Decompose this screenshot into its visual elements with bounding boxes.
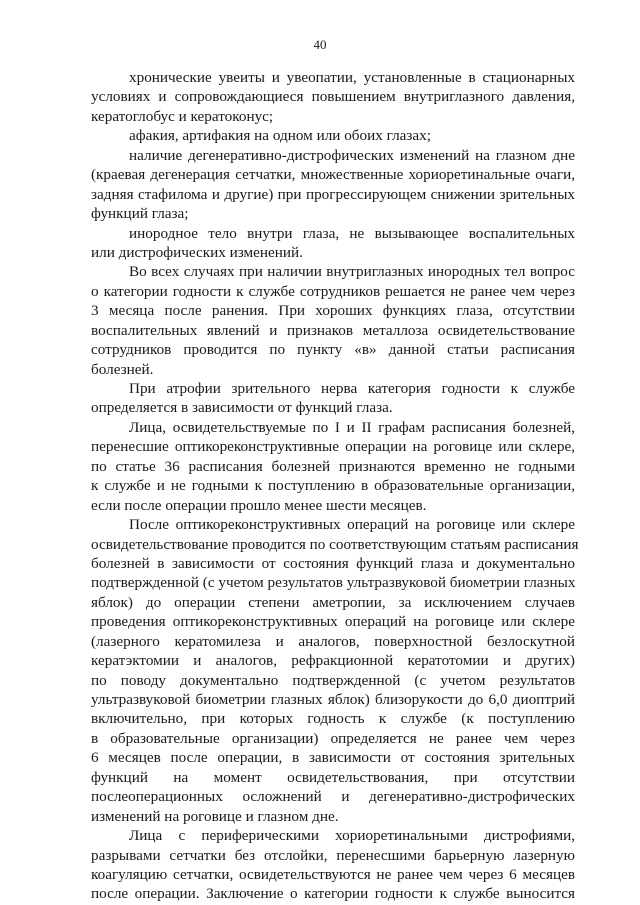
text-line: по статье 36 расписания болезней признаются временно не годными: [91, 457, 575, 475]
text-line: коагуляцию сетчатки, освидетельствуются не ранее чем через 6 месяцев: [91, 865, 575, 883]
text-line: о категории годности к службе сотрудников решается не ранее чем через: [91, 282, 575, 300]
text-line: сотрудников проводится по пункту «в» данной статьи расписания: [91, 341, 575, 359]
text-line: инородное тело внутри глаза, не вызывающее воспалительных: [129, 224, 575, 242]
page-number: 40: [313, 37, 327, 52]
text-line: условиях и сопровождающиеся повышением внутриглазного давления,: [91, 88, 575, 106]
text-line: послеоперационных осложнений и дегенеративно-дистрофических: [91, 788, 575, 806]
text-line: определяется в зависимости от функций глаза.: [91, 399, 393, 417]
text-line: Во всех случаях при наличии внутриглазных инородных тел вопрос: [129, 263, 575, 281]
text-line: после операции. Заключение о категории годности к службе выносится: [91, 885, 575, 903]
text-line: болезней.: [91, 360, 154, 378]
text-line: Лица с периферическими хориоретинальными дистрофиями,: [129, 827, 575, 845]
text-line: если после операции прошло менее шести месяцев.: [91, 496, 427, 514]
text-line: наличие дегенеративно-дистрофических изменений на глазном дне: [129, 146, 575, 164]
text-line: (лазерного кератомилеза и аналогов, поверхностной безлоскутной: [91, 632, 575, 650]
document-body: [91, 68, 579, 904]
text-line: воспалительных явлений и признаков металлоза освидетельствование: [91, 321, 575, 339]
text-line: афакия, артифакия на одном или обоих глазах;: [129, 127, 431, 145]
text-line: изменений на роговице и глазном дне.: [91, 807, 339, 825]
text-line: функций глаза;: [91, 205, 189, 223]
text-line: (краевая дегенерация сетчатки, множественные хориоретинальные очаги,: [91, 166, 575, 184]
text-line: к службе и не годными к поступлению в образовательные организации,: [91, 477, 575, 495]
text-line: После оптикореконструктивных операций на роговице или склере: [129, 516, 575, 534]
text-line: разрывами сетчатки без отслойки, перенесшими барьерную лазерную: [91, 846, 575, 864]
text-line: хронические увеиты и увеопатии, установленные в стационарных: [129, 69, 575, 86]
text-line: по поводу документально подтвержденной (с учетом результатов: [91, 671, 575, 689]
text-line: болезней в зависимости от состояния функций глаза и документально: [91, 554, 575, 572]
text-line: кератоглобус и кератоконус;: [91, 107, 274, 125]
text-line: 6 месяцев после операции, в зависимости от состояния зрительных: [91, 749, 575, 767]
text-line: в образовательные организации) определяется не ранее чем через: [91, 729, 575, 747]
text-line: задняя стафилома и другие) при прогрессирующем снижении зрительных: [91, 185, 575, 203]
text-line: 3 месяца после ранения. При хороших функциях глаза, отсутствии: [91, 302, 575, 320]
text-line: включительно, при которых годность к службе (к поступлению: [91, 710, 575, 728]
text-line: перенесшие оптикореконструктивные операции на роговице или склере,: [91, 438, 575, 456]
text-line: проведения оптикореконструктивных операций на роговице или склере: [91, 613, 575, 631]
text-line: Лица, освидетельствуемые по I и II графам расписания болезней,: [129, 418, 575, 436]
text-line: функций на момент освидетельствования, при отсутствии: [91, 768, 575, 786]
text-line: яблок) до операции степени аметропии, за исключением случаев: [91, 593, 575, 611]
text-line: или дистрофических изменений.: [91, 243, 303, 261]
text-line: кератэктомии и аналогов, рефракционной кератотомии и других): [91, 652, 575, 670]
text-line: При атрофии зрительного нерва категория годности к службе: [129, 380, 575, 397]
text-line: подтвержденной (с учетом результатов ультразвуковой биометрии глазных: [91, 574, 576, 592]
text-line: освидетельствование проводится по соответствующим статьям расписания: [91, 535, 579, 553]
text-line: ультразвуковой биометрии глазных яблок) близорукости до 6,0 диоптрий: [91, 691, 575, 708]
